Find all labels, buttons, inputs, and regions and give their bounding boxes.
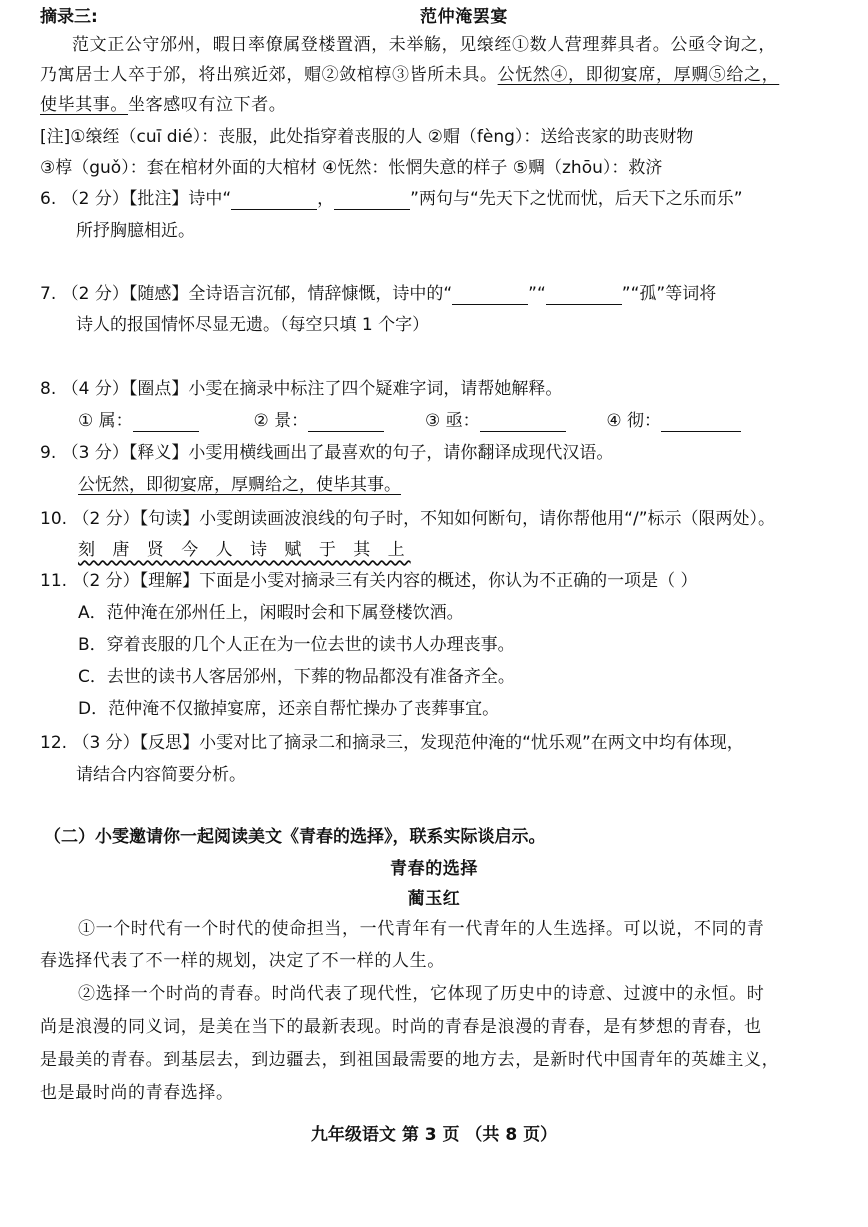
question-7: [40, 283, 716, 305]
question-12: 12. （3 分）【反思】小雯对比了摘录二和摘录三，发现范仲淹的“忧乐观”在两文中均有体现，: [40, 733, 744, 753]
page-footer: 九年级语文 第 3 页 （共 8 页）: [310, 1125, 558, 1145]
question-6-line-2: 所抒胸臆相近。: [76, 221, 195, 241]
term-label: ② 景：: [253, 411, 309, 431]
answer-blank[interactable]: [308, 413, 384, 432]
question-9-sentence: 公怃然，即彻宴席，厚赒给之，使毕其事。: [78, 475, 401, 495]
answer-blank[interactable]: [231, 191, 317, 210]
question-6-text: 6. （2 分）【批注】诗中“: [40, 189, 232, 209]
answer-blank[interactable]: [480, 413, 566, 432]
section-heading: （二）小雯邀请你一起阅读美文《青春的选择》，联系实际谈启示。: [44, 827, 546, 847]
question-6-text-2: ”两句与“先天下之忧而忧，后天下之乐而乐”: [410, 189, 743, 209]
article-p2-line-3: 是最美的青春。到基层去，到边疆去，到祖国最需要的地方去，是新时代中国青年的英雄主义，: [40, 1050, 780, 1070]
excerpt-text-end: 坐客感叹有泣下者。: [128, 95, 287, 115]
question-6-comma: ，: [317, 189, 335, 209]
article-p2-line-4: 也是最时尚的青春选择。: [40, 1083, 234, 1103]
question-7-text-2: ”“孤”等词将: [621, 284, 717, 304]
excerpt-text: 乃寓居士人卒于邠，将出殡近郊，赗②敛棺椁③皆所未具。: [40, 65, 498, 85]
question-8: 8. （4 分）【圈点】小雯在摘录中标注了四个疑难字词，请帮她解释。: [40, 379, 563, 399]
excerpt-para-line-1: 范文正公守邠州，暇日率僚属登楼置酒，未举觞，见缞绖①数人营理葬具者。公亟令询之，: [72, 35, 776, 55]
answer-blank[interactable]: [546, 286, 622, 305]
question-12-line-2: 请结合内容简要分析。: [76, 765, 246, 785]
article-p1-line-2: 春选择代表了不一样的规划，决定了不一样的人生。: [40, 951, 445, 971]
answer-blank[interactable]: [661, 413, 741, 432]
underlined-sentence-end: 使毕其事。: [40, 95, 128, 115]
question-10: 10. （2 分）【句读】小雯朗读画波浪线的句子时，不知如何断句，请你帮他用“/”标示（限两处）。: [40, 509, 775, 529]
answer-blank[interactable]: [334, 191, 410, 210]
annotation-line-1: [注]①缞绖（cuī dié）：丧服，此处指穿着丧服的人 ②赗（fèng）：送给丧家的助丧财物: [40, 127, 694, 147]
question-7-quote: ”“: [528, 284, 546, 304]
article-title: 青春的选择: [390, 859, 478, 879]
option-c[interactable]: C．去世的读书人客居邠州，下葬的物品都没有准备齐全。: [78, 667, 515, 687]
option-d[interactable]: D．范仲淹不仅撤掉宴席，还亲自帮忙操办了丧葬事宜。: [78, 699, 500, 719]
annotation-line-2: ③椁（guǒ）：套在棺材外面的大棺材 ④怃然：怅惘失意的样子 ⑤赒（zhōu）：救济: [40, 158, 663, 178]
answer-blank[interactable]: [133, 413, 199, 432]
excerpt-label: 摘录三:: [40, 7, 98, 27]
excerpt-para-line-3: [40, 94, 286, 116]
question-10-sentence: 刻 唐 贤 今 人 诗 赋 于 其 上: [78, 540, 411, 560]
term-label: ③ 亟：: [424, 411, 480, 431]
underlined-sentence: 公怃然④，即彻宴席，厚赒⑤给之，: [497, 65, 780, 85]
article-p2-line-1: ②选择一个时尚的青春。时尚代表了现代性，它体现了历史中的诗意、过渡中的永恒。时: [78, 984, 765, 1004]
term-label: ④ 彻：: [606, 411, 662, 431]
question-8-blanks: [78, 410, 741, 432]
question-11: 11. （2 分）【理解】下面是小雯对摘录三有关内容的概述，你认为不正确的一项是（ ）: [40, 571, 698, 591]
option-a[interactable]: A．范仲淹在邠州任上，闲暇时会和下属登楼饮酒。: [78, 603, 464, 623]
answer-blank[interactable]: [452, 286, 528, 305]
option-b[interactable]: B．穿着丧服的几个人正在为一位去世的读书人办理丧事。: [78, 635, 515, 655]
question-7-text: 7. （2 分）【随感】全诗语言沉郁，情辞慷慨，诗中的“: [40, 284, 453, 304]
excerpt-para-line-2: [40, 64, 779, 86]
article-p1-line-1: ①一个时代有一个时代的使命担当，一代青年有一代青年的人生选择。可以说，不同的青: [78, 919, 765, 939]
question-9: 9. （3 分）【释义】小雯用横线画出了最喜欢的句子，请你翻译成现代汉语。: [40, 443, 614, 463]
excerpt-title: 范仲淹罢宴: [420, 7, 508, 27]
term-label: ① 属：: [78, 411, 133, 431]
article-author: 蔺玉红: [407, 889, 461, 909]
question-6: [40, 188, 743, 210]
article-p2-line-2: 尚是浪漫的同义词，是美在当下的最新表现。时尚的青春是浪漫的青春，是有梦想的青春，也: [40, 1017, 762, 1037]
question-7-line-2: 诗人的报国情怀尽显无遗。（每空只填 1 个字）: [76, 315, 430, 335]
